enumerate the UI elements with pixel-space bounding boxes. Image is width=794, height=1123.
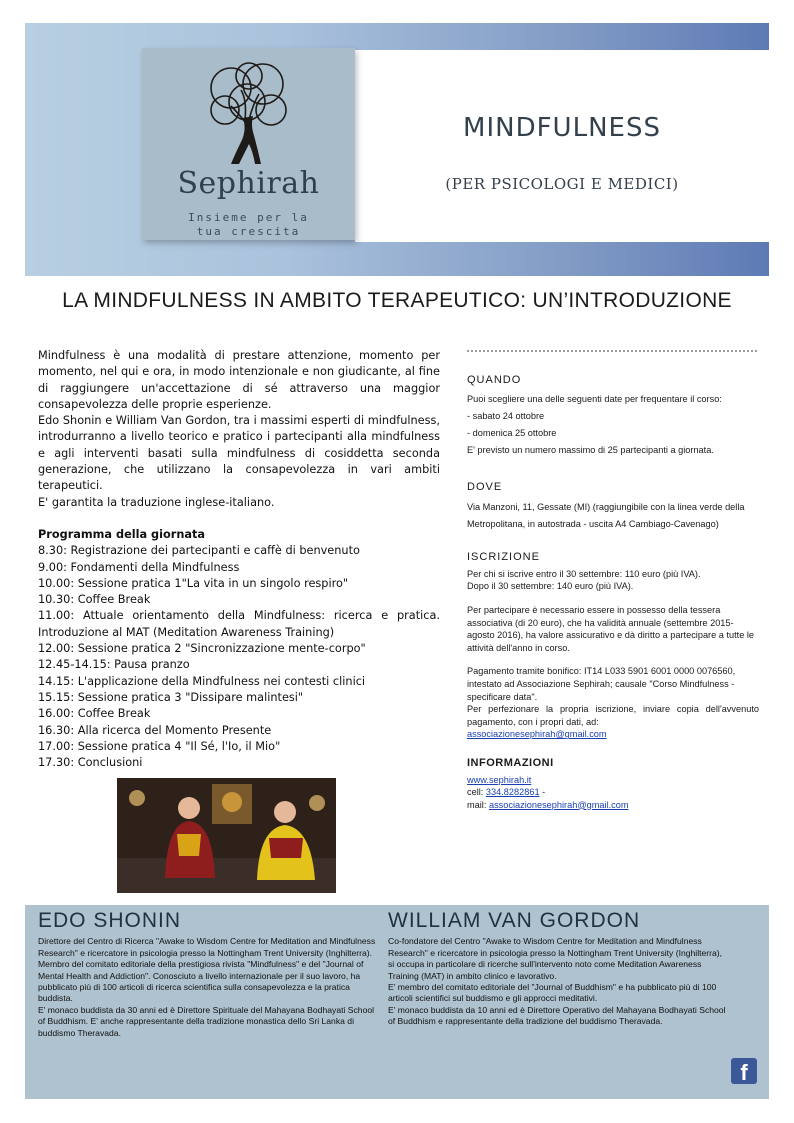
program-item: 14.15: L'applicazione della Mindfulness nei contesti clinici [38, 674, 366, 688]
program-title: Programma della giornata [38, 527, 206, 541]
mail-label: mail: [467, 799, 487, 810]
program-item: 10.30: Coffee Break [38, 593, 151, 607]
program-item: 17.30: Conclusioni [38, 756, 143, 770]
spacer [467, 741, 759, 757]
bio-name: WILLIAM VAN GORDON [388, 909, 641, 932]
dotted-divider [467, 350, 757, 352]
logo-wordmark: Sephirah [177, 166, 320, 201]
mail-link[interactable]: associazionesephirah@gmail.com [488, 799, 629, 810]
page-title: MINDFULNESS [463, 113, 661, 143]
program-list [38, 543, 440, 771]
spacer [467, 654, 759, 665]
iscrizione-title: ISCRIZIONE [467, 551, 540, 564]
quando-line: E' previsto un numero massimo di 25 partecipanti a giornata. [467, 444, 714, 455]
program-item: 11.00: Attuale orientamento della Mindfulness: ricerca e pratica. Introduzione al MAT (Meditation Awareness Training) [38, 609, 440, 639]
bio-name: EDO SHONIN [38, 909, 182, 932]
spacer [467, 593, 759, 604]
program-item: 12.00: Sessione pratica 2 "Sincronizzazione mente-corpo" [38, 642, 366, 656]
bio-paragraph: Co-fondatore del Centro "Awake to Wisdom Centre for Meditation and Mindfulness Research" e ricercatore in psicologia presso la Nottingham Trent University (Inghilterra), si occupa in particolare di ricerche sull'intervento noto come Meditation Awareness Training (MAT) in ambito clinico e lavorativo. [388, 936, 723, 981]
tree-logo-icon [201, 60, 296, 170]
iscrizione-confirm: Per perfezionare la propria iscrizione, inviare copia dell'avvenuto pagamento, con i propri dati, ad: [467, 704, 759, 727]
logo-tagline: Insieme per la [188, 211, 309, 224]
program-item: 15.15: Sessione pratica 3 "Dissipare malintesi" [38, 690, 304, 704]
logo-tagline: tua crescita [196, 225, 301, 238]
quando-line: Puoi scegliere una delle seguenti date per frequentare il corso: [467, 393, 722, 404]
quando-line: - domenica 25 ottobre [467, 427, 557, 438]
bio-william-van-gordon [388, 909, 728, 1028]
bio-paragraph: E' monaco buddista da 10 anni ed è Direttore Operativo del Mahayana Bodhayati School of Buddhism e rappresentante della tradizione del buddismo Theravada. [388, 1004, 726, 1027]
header-title-panel [355, 50, 769, 242]
bio-edo-shonin [38, 909, 378, 1039]
bio-paragraph: Membro del comitato editoriale della prestigiosa rivista "Mindfulness" e del "Journal of Mental Health and Addiction". Conosciuto a livello internazionale per il suo lavoro, ha pubblicato più di 100 articoli di ricerca scientifica sulla consapevolezza e la pratica buddista. [38, 959, 364, 1004]
teachers-photo [117, 778, 336, 893]
program-item: 8.30: Registrazione dei partecipanti e caffè di benvenuto [38, 544, 360, 558]
intro-paragraph: Edo Shonin e William Van Gordon, tra i massimi esperti di mindfulness, introdurranno a livello teorico e pratico i partecipanti alla mindfulness e agli interventi basati sulla mindfulness di cosiddetta seconda generazione, che utilizzano la consapevolezza in vari ambiti terapeutici. [38, 414, 440, 493]
cell-suffix: - [542, 787, 546, 798]
cell-link[interactable]: 334.8282861 [485, 787, 540, 798]
informazioni-title: INFORMAZIONI [467, 756, 554, 769]
cell-label: cell: [467, 787, 484, 798]
cell-row [467, 786, 759, 799]
facebook-icon[interactable]: f [731, 1058, 757, 1084]
bio-band [25, 905, 769, 1099]
iscrizione-email-link[interactable]: associazionesephirah@gmail.com [467, 729, 607, 740]
intro-paragraph: Mindfulness è una modalità di prestare attenzione, momento per momento, nel qui e ora, in modo intenzionale e non giudicante, al fine di raggiungere un'accettazione di sé attraverso una maggior consapevolezza delle proprie esperienze. [38, 349, 440, 411]
bio-paragraph: Direttore del Centro di Ricerca "Awake to Wisdom Centre for Meditation and Mindfulness Research" e ricercatore in psicologia presso la Nottingham Trent University (Inghilterra). [38, 936, 376, 958]
iscrizione-membership: Per partecipare è necessario essere in possesso della tessera associativa (di 20 euro), che ha validità annuale (settembre 2015-agosto 2016), ha valore assicurativo e dà diritto a partecipare a tutte le attività dell'anno in corso. [467, 604, 755, 653]
dove-title: DOVE [467, 480, 503, 493]
bio-paragraph: E' membro del comitato editoriale del "Journal of Buddhism" e ha pubblicato più di 100 articoli scientifici sul buddismo e gli approcci meditativi. [388, 982, 717, 1004]
sephirah-logo [142, 48, 355, 240]
program-item: 10.00: Sessione pratica 1"La vita in un singolo respiro" [38, 576, 349, 590]
spacer [467, 533, 759, 551]
quando-line: - sabato 24 ottobre [467, 410, 545, 421]
iscrizione-price: Per chi si iscrive entro il 30 settembre: 110 euro (più IVA). [467, 568, 701, 579]
spacer [467, 459, 759, 481]
iscrizione-price: Dopo il 30 settembre: 140 euro (più IVA). [467, 581, 634, 592]
intro-text [38, 348, 440, 511]
intro-paragraph: E' garantita la traduzione inglese-italiano. [38, 495, 275, 509]
mail-row [467, 799, 759, 812]
program-item: 17.00: Sessione pratica 4 "Il Sé, l'Io, il Mio" [38, 739, 281, 753]
bio-paragraph: E' monaco buddista da 30 anni ed è Direttore Spirituale del Mahayana Bodhayati School of Buddhism. E' anche rappresentante della tradizione monastica dello Sri Lanka di buddismo Theravada. [38, 1004, 375, 1038]
header-banner [25, 23, 769, 276]
program-item: 16.30: Alla ricerca del Momento Presente [38, 723, 272, 737]
photo-illustration [117, 778, 336, 893]
program-item: 9.00: Fondamenti della Mindfulness [38, 560, 240, 574]
right-column [467, 350, 759, 811]
dove-text: Via Manzoni, 11, Gessate (MI) (raggiungibile con la linea verde della Metropolitana, in autostrada - uscita A4 Cambiago-Cavenago) [467, 502, 745, 530]
main-heading: LA MINDFULNESS IN AMBITO TERAPEUTICO: UN’INTRODUZIONE [62, 289, 732, 312]
quando-title: QUANDO [467, 374, 522, 386]
page-subtitle: (PER PSICOLOGI E MEDICI) [445, 175, 679, 193]
iscrizione-payment: Pagamento tramite bonifico: IT14 L033 5901 6001 0000 0076560, intestato ad Associazione Sephirah; causale "Corso Mindfulness - specificare data". [467, 666, 736, 702]
program-item: 16.00: Coffee Break [38, 707, 151, 721]
website-link[interactable]: www.sephirah.it [467, 774, 532, 785]
left-column [38, 348, 440, 771]
program-item: 12.45-14.15: Pausa pranzo [38, 658, 190, 672]
